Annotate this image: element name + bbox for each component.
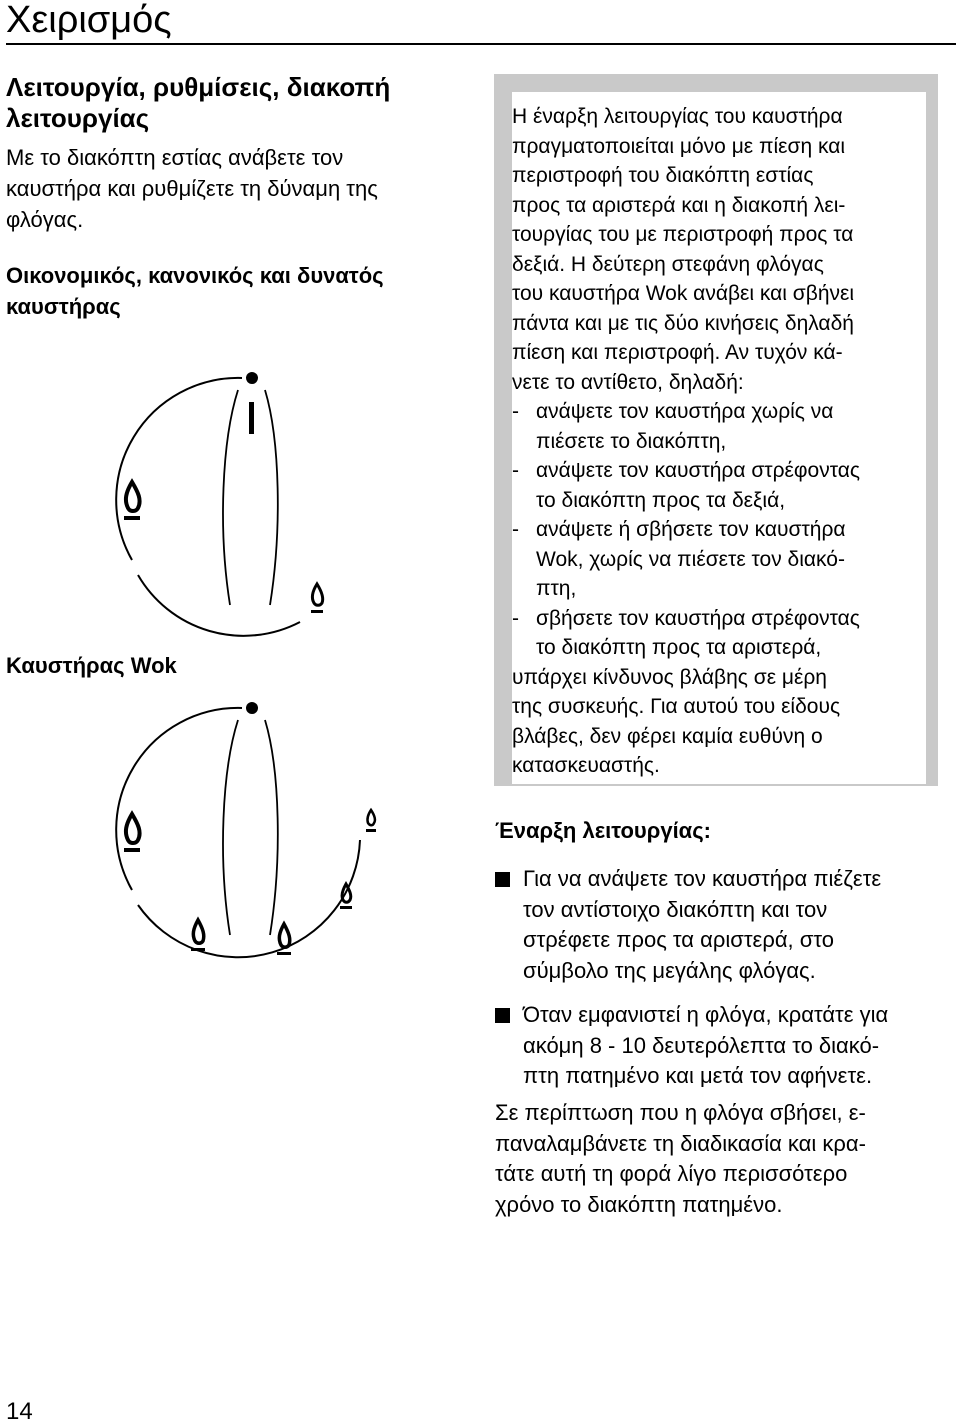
bullet-line: Όταν εμφανιστεί η φλόγα, κρατάτε για — [523, 1002, 889, 1027]
small-flame-icon — [311, 584, 323, 613]
warning-list-item — [512, 456, 918, 515]
burner-types-line: καυστήρας — [6, 294, 121, 319]
warning-line: νετε το αντίθετο, δηλαδή: — [512, 370, 744, 394]
start-bullet-list — [495, 864, 945, 1092]
warning-line: πραγματοποιείται μόνο με πίεση και — [512, 134, 846, 158]
retry-line: χρόνο το διακόπτη πατημένο. — [495, 1191, 783, 1217]
small-flame-icon — [366, 810, 376, 832]
knob-grip-left — [223, 720, 238, 935]
wok-heading — [6, 650, 476, 681]
square-bullet-icon — [495, 1008, 510, 1023]
warning-content — [512, 92, 926, 784]
bullet-line: τον αντίστοιχο διακόπτη και τον — [523, 896, 828, 922]
intro-line: φλόγας. — [6, 207, 84, 232]
retry-line: παναλαμβάνετε τη διαδικασία και κρα- — [495, 1130, 866, 1156]
warning-line: Η έναρξη λειτουργίας του καυστήρα — [512, 105, 843, 128]
intro-line: καυστήρα και ρυθμίζετε τη δύναμη της — [6, 176, 378, 201]
warning-item-line: ανάψετε τον καυστήρα στρέφοντας — [536, 459, 860, 482]
bullet-line: πτη πατημένο και μετά τον αφήνετε. — [523, 1063, 873, 1088]
square-bullet-icon — [495, 872, 510, 887]
start-bullet — [495, 864, 945, 986]
burner-types-heading — [6, 260, 476, 322]
flame-icon-position-4 — [340, 884, 352, 909]
off-position-dot — [246, 372, 258, 384]
knob-grip-left — [223, 390, 238, 605]
section-heading-line: λειτουργίας — [6, 103, 150, 133]
retry-paragraph — [495, 1098, 945, 1220]
dash-marker: - — [512, 400, 519, 423]
dash-marker: - — [512, 606, 519, 630]
intro-text — [6, 142, 476, 235]
dash-marker: - — [512, 518, 519, 541]
warning-line: τουργίας του με περιστροφή προς τα — [512, 223, 854, 246]
warning-line: βλάβες, δεν φέρει καμία ευθύνη ο — [512, 724, 823, 748]
rotation-arc — [138, 840, 360, 957]
standard-burner-knob-diagram — [110, 360, 360, 650]
warning-item-line: πιέσετε το διακόπτη, — [536, 429, 727, 453]
warning-item-line: το διακόπτη προς τα δεξιά, — [536, 488, 786, 512]
section-heading-line: Λειτουργία, ρυθμίσεις, διακοπή — [6, 72, 391, 102]
bullet-line: σύμβολο της μεγάλης φλόγας. — [523, 957, 816, 983]
bullet-line: στρέφετε προς τα αριστερά, στο — [523, 927, 834, 952]
warning-line: δεξιά. Η δεύτερη στεφάνη φλόγας — [512, 252, 824, 276]
warning-item-line: σβήσετε τον καυστήρα στρέφοντας — [536, 606, 860, 630]
warning-item-line: το διακόπτη προς τα αριστερά, — [536, 636, 822, 659]
warning-list-item — [512, 515, 918, 604]
flame-icon-position-2 — [191, 920, 205, 951]
warning-item-line: ανάψετε ή σβήσετε τον καυστήρα — [536, 518, 846, 541]
page-number: 14 — [6, 1398, 33, 1425]
rotation-arc — [138, 575, 300, 636]
knob-grip-right — [265, 390, 278, 605]
warning-line: προς τα αριστερά και η διακοπή λει- — [512, 193, 846, 217]
warning-item-line: Wok, χωρίς να πιέσετε τον διακό- — [536, 547, 845, 571]
wok-burner-knob-diagram — [110, 690, 390, 970]
warning-box — [494, 74, 938, 786]
warning-list-item — [512, 397, 918, 456]
warning-item-line: πτη, — [536, 577, 577, 600]
warning-line: του καυστήρα Wok ανάβει και σβήνει — [512, 282, 855, 305]
warning-line: περιστροφή του διακόπτη εστίας — [512, 164, 814, 187]
large-flame-icon — [124, 482, 140, 520]
knob-grip-right — [265, 720, 278, 935]
dash-marker: - — [512, 459, 519, 482]
title-rule — [6, 43, 956, 45]
large-flame-icon — [124, 814, 140, 852]
warning-list-item — [512, 604, 918, 663]
page-title: Χειρισμός — [6, 0, 172, 41]
on-marker — [249, 402, 254, 434]
warning-line: κατασκευαστής. — [512, 754, 660, 777]
section-heading — [6, 72, 476, 134]
intro-line: Με το διακόπτη εστίας ανάβετε τον — [6, 145, 344, 170]
bullet-line: ακόμη 8 - 10 δευτερόλεπτα το διακό- — [523, 1032, 880, 1058]
retry-line: Σε περίπτωση που η φλόγα σβήσει, ε- — [495, 1100, 866, 1125]
retry-line: τάτε αυτή τη φορά λίγο περισσότερο — [495, 1161, 848, 1186]
bullet-line: Για να ανάψετε τον καυστήρα πιέζετε — [523, 866, 882, 891]
start-heading: Έναρξη λειτουργίας: — [495, 818, 711, 843]
start-bullet — [495, 1000, 945, 1092]
wok-label: Καυστήρας Wok — [6, 653, 177, 678]
off-position-dot — [246, 702, 258, 714]
warning-line: υπάρχει κίνδυνος βλάβης σε μέρη — [512, 665, 827, 689]
warning-line: πίεση και περιστροφή. Αν τυχόν κά- — [512, 341, 843, 364]
warning-line: της συσκευής. Για αυτού του είδους — [512, 695, 841, 718]
warning-line: πάντα και με τις δύο κινήσεις δηλαδή — [512, 311, 854, 335]
warning-item-line: ανάψετε τον καυστήρα χωρίς να — [536, 400, 834, 423]
burner-types-line: Οικονομικός, κανονικός και δυνατός — [6, 263, 384, 288]
